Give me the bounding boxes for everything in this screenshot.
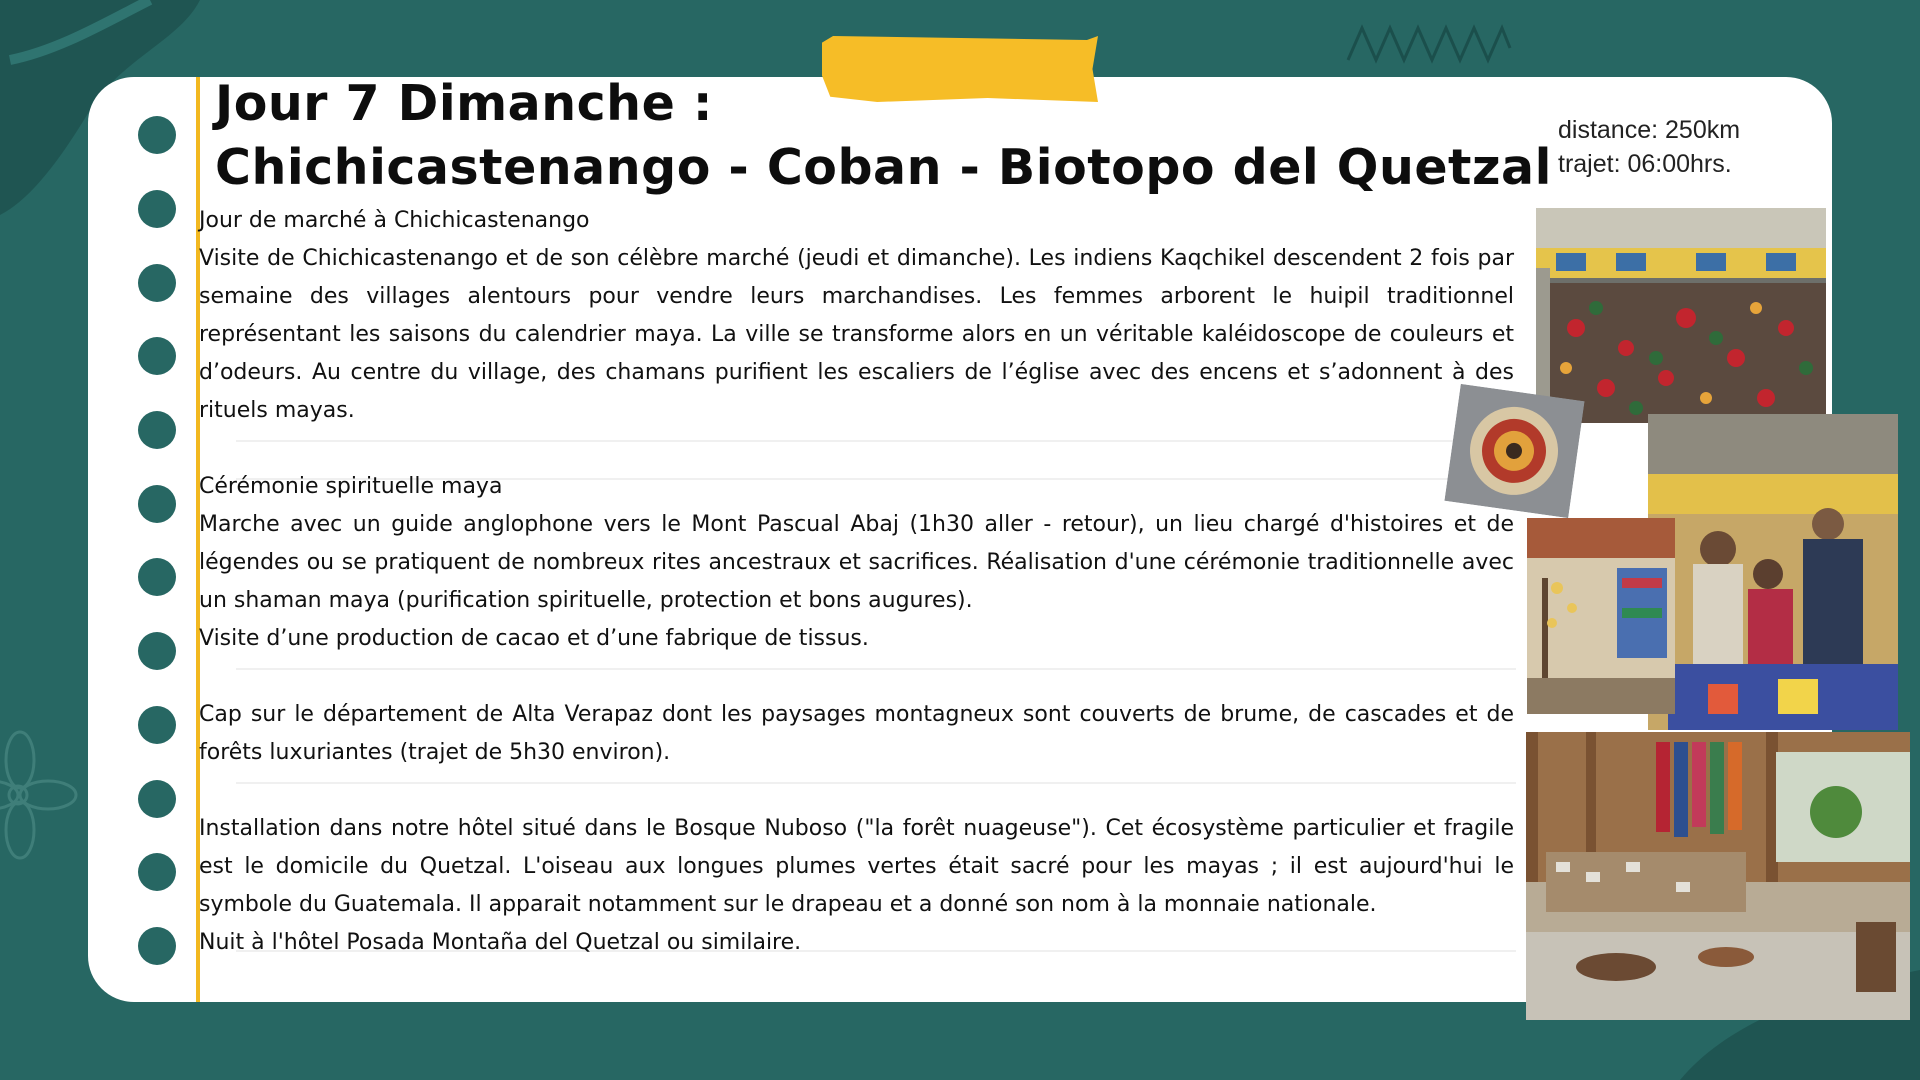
hotel-paragraph: Installation dans notre hôtel situé dans le Bosque Nuboso ("la forêt nuageuse"). Cet écosystème particulier et fragile est le domicile du Quetzal. L'oiseau aux longues plumes vertes était sacré pour les mayas ; il est aujourd'hui le symbole du Guatemala. Il apparait notamment sur le drapeau et a donné son nom à la monnaie nationale. (199, 816, 1514, 917)
duration-label: trajet: 06:00hrs. (1558, 150, 1732, 178)
weaving-shop-photo (1527, 518, 1675, 714)
flower-outline-decoration (0, 720, 80, 870)
page-title (215, 72, 1552, 200)
binder-hole (138, 485, 176, 523)
distance-label: distance: 250km (1558, 116, 1741, 144)
title-line-2: Chichicastenango - Coban - Biotopo del Quetzal (215, 139, 1552, 196)
binder-hole (138, 264, 176, 302)
alta-verapaz-paragraph: Cap sur le département de Alta Verapaz dont les paysages montagneux sont couverts de brume, de cascades et de forêts luxuriantes (trajet de 5h30 environ). (199, 702, 1514, 765)
binder-hole (138, 190, 176, 228)
title-line-1: Jour 7 Dimanche : (215, 75, 713, 132)
market-hall-photo (1536, 208, 1826, 423)
ceremony-circle-photo (1444, 384, 1584, 518)
binder-hole (138, 853, 176, 891)
market-paragraph: Visite de Chichicastenango et de son célèbre marché (jeudi et dimanche). Les indiens Kaqchikel descendent 2 fois par semaine des villages alentours pour vendre leurs marchandises. Les femmes arborent le huipil traditionnel représentant les saisons du calendrier maya. La ville se transforme alors en un véritable kaléidoscope de couleurs et d’odeurs. Au centre du village, des chamans purifient les escaliers de l’église avec des encens et s’adonnent à des rituels mayas. (199, 246, 1514, 423)
binder-hole (138, 632, 176, 670)
cacao-paragraph: Visite d’une production de cacao et d’une fabrique de tissus. (199, 626, 869, 651)
zigzag-decoration (1344, 18, 1514, 68)
itinerary-body (199, 202, 1514, 962)
night-paragraph: Nuit à l'hôtel Posada Montaña del Quetzal ou similaire. (199, 930, 802, 955)
binder-hole (138, 706, 176, 744)
textile-workshop-photo (1526, 732, 1910, 1020)
binder-hole (138, 116, 176, 154)
binder-hole (138, 927, 176, 965)
ceremony-heading: Cérémonie spirituelle maya (199, 474, 503, 499)
ceremony-paragraph: Marche avec un guide anglophone vers le Mont Pascual Abaj (1h30 aller - retour), un lieu chargé d'histoires et de légendes ou se pratiquent de nombreux rites ancestraux et sacrifices. Réalisation d'une cérémonie traditionnelle avec un shaman maya (purification spirituelle, protection et bons augures). (199, 512, 1514, 613)
people-market-photo (1648, 414, 1898, 730)
binder-hole (138, 558, 176, 596)
binder-hole (138, 337, 176, 375)
market-heading: Jour de marché à Chichicastenango (199, 208, 590, 233)
trip-meta (1558, 113, 1740, 181)
binder-hole (138, 780, 176, 818)
binder-hole (138, 411, 176, 449)
